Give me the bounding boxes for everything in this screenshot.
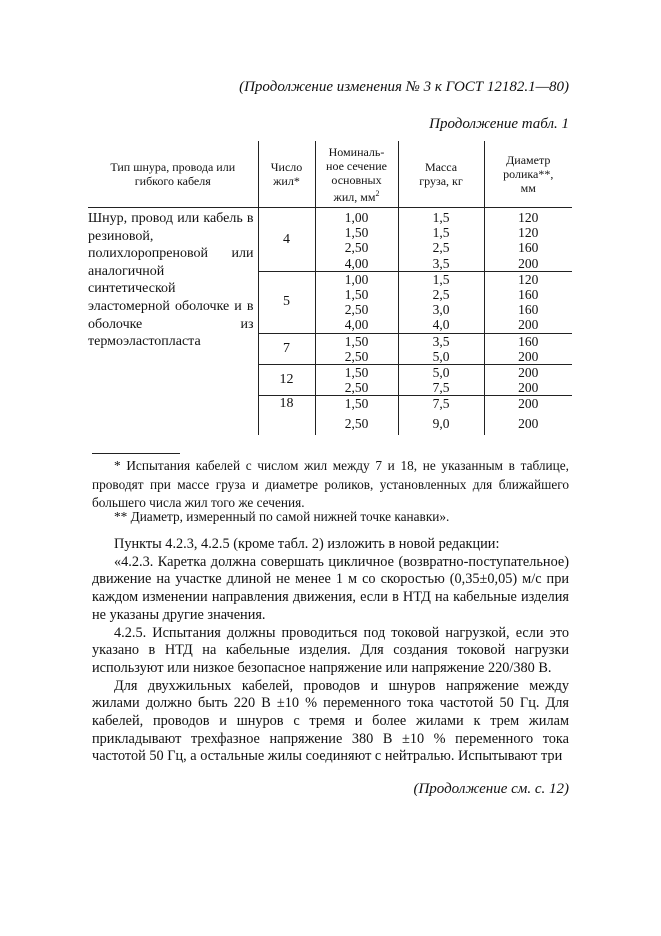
table-row bbox=[88, 208, 572, 226]
section-cell: 2,50 bbox=[315, 302, 398, 317]
footnote-divider bbox=[92, 453, 180, 454]
data-table bbox=[88, 141, 572, 435]
mass-cell: 1,5 bbox=[398, 208, 484, 226]
header-section-sup: 2 bbox=[375, 188, 380, 198]
cores-cell: 12 bbox=[258, 365, 315, 396]
paragraph-voltage: Для двухжильных кабелей, проводов и шнуров напряжение между жилами должно быть 220 В ±10 % переменного тока частотой 50 Гц. Для кабелей, проводов и шнуров с тремя и более жилами к трем жилам прикладывают трехфазное напряжение 380 В ±10 % переменного тока частотой 50 Гц, а остальные жилы соединяют с нейтралью. Испытывают три bbox=[92, 677, 569, 765]
mass-cell: 1,5 bbox=[398, 271, 484, 287]
paragraph-4-2-3: «4.2.3. Каретка должна совершать цикличное (возвратно-поступательное) движение на участке длиной не менее 1 м со скоростью (0,35±0,05) м/с при каждом изменении направления движения, если в НТД на кабельные изделия не указаны другие значения. bbox=[92, 553, 569, 623]
section-cell: 2,50 bbox=[315, 240, 398, 255]
mass-cell: 7,5 bbox=[398, 396, 484, 412]
header-cores: Число жил* bbox=[258, 141, 315, 208]
table-container bbox=[88, 141, 572, 435]
section-cell: 2,50 bbox=[315, 412, 398, 435]
section-cell: 1,50 bbox=[315, 333, 398, 349]
mass-cell: 1,5 bbox=[398, 225, 484, 240]
mass-cell: 3,0 bbox=[398, 302, 484, 317]
section-cell: 1,00 bbox=[315, 271, 398, 287]
section-cell: 1,50 bbox=[315, 365, 398, 381]
header-section bbox=[315, 141, 398, 208]
cores-cell: 5 bbox=[258, 271, 315, 333]
table-caption: Продолжение табл. 1 bbox=[429, 116, 569, 132]
continuation-note: (Продолжение см. с. 12) bbox=[413, 781, 569, 797]
section-cell: 4,00 bbox=[315, 256, 398, 272]
mass-cell: 5,0 bbox=[398, 365, 484, 381]
diameter-cell: 160 bbox=[484, 333, 572, 349]
footnote-2: ** Диаметр, измеренный по самой нижней точке канавки». bbox=[114, 509, 450, 524]
section-cell: 1,00 bbox=[315, 208, 398, 226]
diameter-cell: 200 bbox=[484, 365, 572, 381]
cores-cell: 18 bbox=[258, 396, 315, 435]
diameter-cell: 160 bbox=[484, 240, 572, 255]
section-cell: 2,50 bbox=[315, 380, 398, 396]
footnote-1: * Испытания кабелей с числом жил между 7 и 18, не указанным в таблице, проводят при массе груза и диаметре роликов, установленных для ближайшего большего числа жил того же сечения. bbox=[92, 458, 569, 510]
mass-cell: 4,0 bbox=[398, 317, 484, 333]
mass-cell: 9,0 bbox=[398, 412, 484, 435]
diameter-cell: 200 bbox=[484, 396, 572, 412]
diameter-cell: 200 bbox=[484, 349, 572, 365]
cable-type-cell: Шнур, провод или кабель в резиновой, полихлоропреновой или аналогичной синтетической эластомерной оболочке и в оболочке из термоэластопласта bbox=[88, 211, 254, 350]
diameter-cell: 160 bbox=[484, 287, 572, 302]
diameter-cell: 120 bbox=[484, 208, 572, 226]
section-cell: 2,50 bbox=[315, 349, 398, 365]
diameter-cell: 160 bbox=[484, 302, 572, 317]
mass-cell: 2,5 bbox=[398, 240, 484, 255]
diameter-cell: 120 bbox=[484, 225, 572, 240]
header-mass: Масса груза, кг bbox=[398, 141, 484, 208]
running-head: (Продолжение изменения № 3 к ГОСТ 12182.1—80) bbox=[239, 79, 569, 95]
diameter-cell: 200 bbox=[484, 412, 572, 435]
mass-cell: 2,5 bbox=[398, 287, 484, 302]
section-cell: 4,00 bbox=[315, 317, 398, 333]
table-header-row bbox=[88, 141, 572, 208]
section-cell: 1,50 bbox=[315, 396, 398, 412]
cores-cell: 7 bbox=[258, 333, 315, 364]
diameter-cell: 200 bbox=[484, 317, 572, 333]
paragraph-intro: Пункты 4.2.3, 4.2.5 (кроме табл. 2) изложить в новой редакции: bbox=[114, 536, 500, 552]
mass-cell: 7,5 bbox=[398, 380, 484, 396]
header-section-text: Номиналь-ное сечение основных жил, мм bbox=[326, 144, 387, 204]
diameter-cell: 200 bbox=[484, 380, 572, 396]
diameter-cell: 120 bbox=[484, 271, 572, 287]
body-text bbox=[92, 536, 569, 766]
header-type: Тип шнура, провода или гибкого кабеля bbox=[88, 141, 258, 208]
mass-cell: 3,5 bbox=[398, 333, 484, 349]
cores-cell: 4 bbox=[258, 208, 315, 272]
diameter-cell: 200 bbox=[484, 256, 572, 272]
paragraph-4-2-5: 4.2.5. Испытания должны проводиться под токовой нагрузкой, если это указано в НТД на кабельные изделия. Для создания токовой нагрузки используют или низкое безопасное напряжение или напряжение 220/380 В. bbox=[92, 624, 569, 676]
mass-cell: 5,0 bbox=[398, 349, 484, 365]
section-cell: 1,50 bbox=[315, 287, 398, 302]
section-cell: 1,50 bbox=[315, 225, 398, 240]
header-diameter: Диаметр ролика**, мм bbox=[484, 141, 572, 208]
mass-cell: 3,5 bbox=[398, 256, 484, 272]
